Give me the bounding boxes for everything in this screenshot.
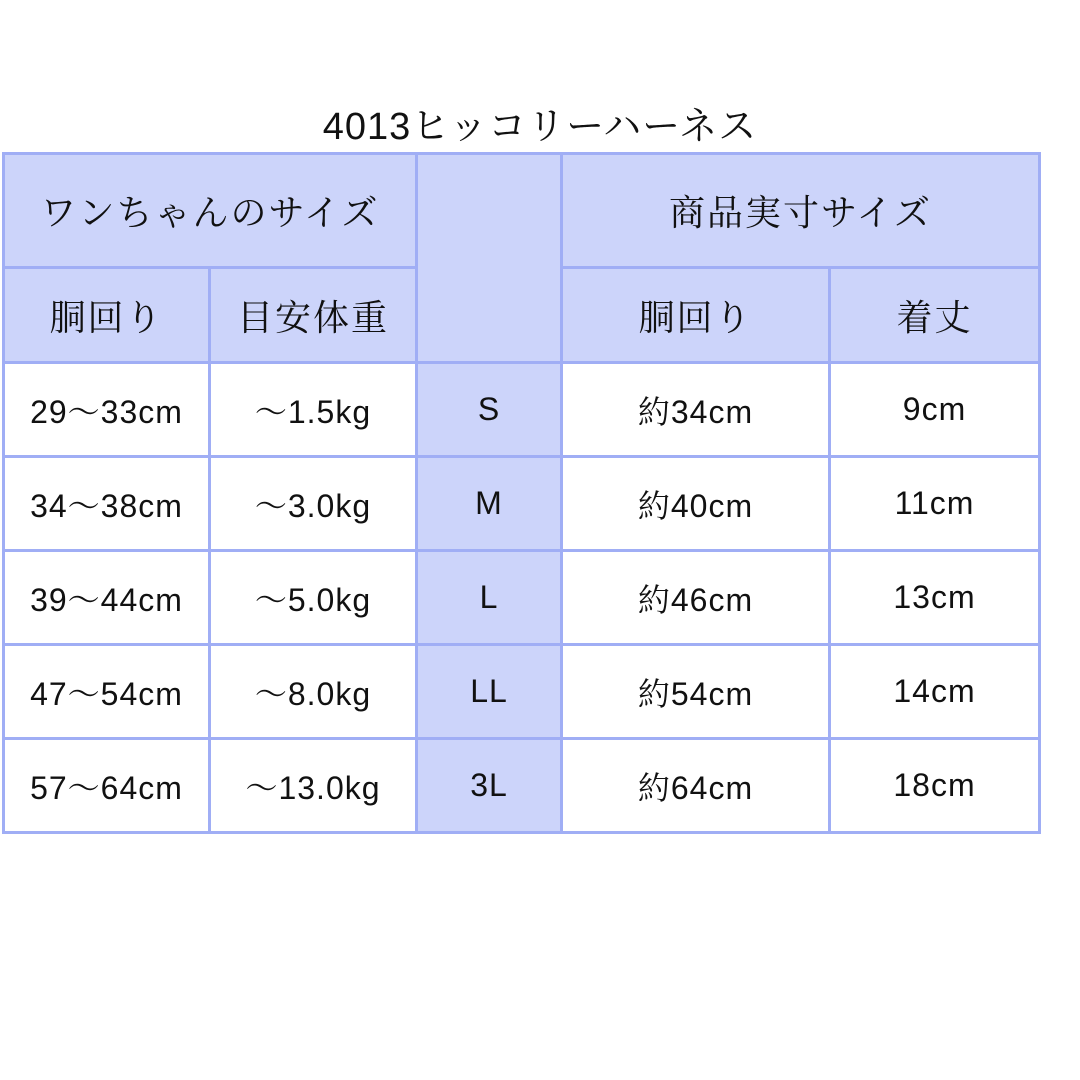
cell-product-length: 13cm: [830, 551, 1040, 645]
cell-size-label: LL: [417, 645, 562, 739]
size-chart-table: [2, 152, 1041, 834]
cell-dog-girth: 47〜54cm: [4, 645, 210, 739]
cell-size-label: L: [417, 551, 562, 645]
cell-dog-weight: 〜5.0kg: [210, 551, 417, 645]
cell-product-length: 11cm: [830, 457, 1040, 551]
table-row-size-3l: [4, 739, 1040, 833]
cell-dog-weight: 〜13.0kg: [210, 739, 417, 833]
subheader-product-girth: 胴回り: [562, 268, 830, 363]
cell-dog-weight: 〜8.0kg: [210, 645, 417, 739]
cell-product-girth: 約64cm: [562, 739, 830, 833]
cell-dog-girth: 29〜33cm: [4, 363, 210, 457]
cell-size-label: S: [417, 363, 562, 457]
cell-product-length: 14cm: [830, 645, 1040, 739]
group-header-product-size: 商品実寸サイズ: [562, 154, 1040, 268]
table-row-size-ll: [4, 645, 1040, 739]
table-row-size-s: [4, 363, 1040, 457]
subheader-product-length: 着丈: [830, 268, 1040, 363]
cell-dog-girth: 57〜64cm: [4, 739, 210, 833]
cell-size-label: M: [417, 457, 562, 551]
cell-product-length: 9cm: [830, 363, 1040, 457]
spacer-header-cell: [417, 154, 562, 363]
cell-product-girth: 約34cm: [562, 363, 830, 457]
table-row-size-m: [4, 457, 1040, 551]
cell-dog-weight: 〜3.0kg: [210, 457, 417, 551]
cell-dog-girth: 34〜38cm: [4, 457, 210, 551]
subheader-dog-weight: 目安体重: [210, 268, 417, 363]
group-header-row: [4, 154, 1040, 268]
cell-dog-girth: 39〜44cm: [4, 551, 210, 645]
page-title: 4013ヒッコリーハーネス: [322, 106, 758, 148]
subheader-dog-girth: 胴回り: [4, 268, 210, 363]
cell-product-girth: 約46cm: [562, 551, 830, 645]
cell-product-girth: 約54cm: [562, 645, 830, 739]
table-row-size-l: [4, 551, 1040, 645]
cell-product-length: 18cm: [830, 739, 1040, 833]
cell-size-label: 3L: [417, 739, 562, 833]
group-header-dog-size: ワンちゃんのサイズ: [4, 154, 417, 268]
cell-product-girth: 約40cm: [562, 457, 830, 551]
cell-dog-weight: 〜1.5kg: [210, 363, 417, 457]
